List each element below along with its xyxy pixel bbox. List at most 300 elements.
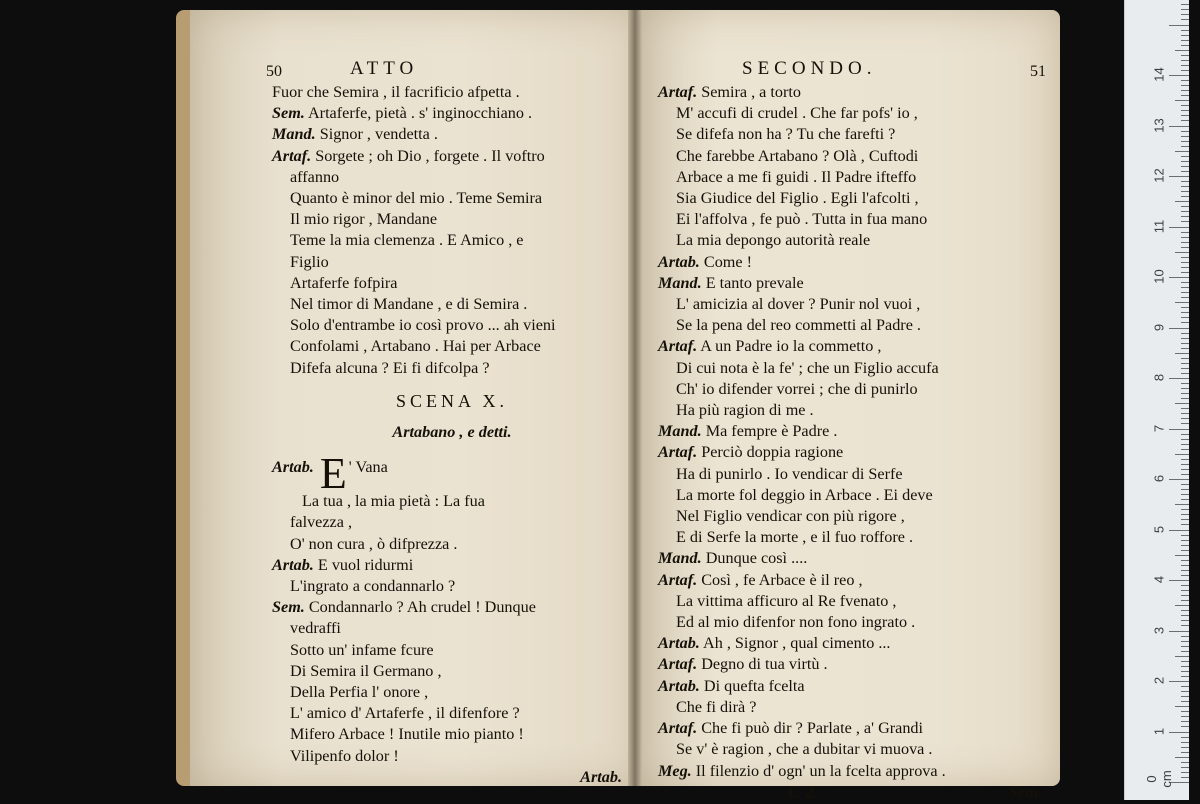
ruler-tick [1169, 378, 1189, 379]
ruler-tick [1181, 439, 1189, 440]
text-line [658, 548, 1052, 569]
text-line [272, 103, 632, 124]
text-line [658, 400, 1052, 421]
text-line [658, 506, 1052, 527]
ruler-tick [1181, 363, 1189, 364]
ruler-number: 14 [1151, 67, 1167, 82]
line-text: Della Perfia l' onore , [290, 683, 429, 702]
line-text: Se la pena del reo commetti al Padre . [676, 316, 921, 335]
text-line [272, 230, 632, 251]
ruler-tick [1175, 252, 1189, 253]
speaker-label: Artaf. [658, 443, 698, 462]
catchword: Artab. [580, 767, 622, 786]
line-text: Dunque così .... [705, 549, 808, 568]
ruler-number: 7 [1151, 424, 1167, 432]
right-page-header [658, 58, 1052, 82]
ruler-tick [1181, 161, 1189, 162]
speaker-label: Artaf. [658, 570, 698, 589]
text-line [658, 273, 1052, 294]
text-line [272, 146, 632, 167]
ruler-tick [1181, 171, 1189, 172]
ruler-tick [1181, 711, 1189, 712]
line-text: Che farebbe Artabano ? Olà , Cuftodi [676, 146, 919, 165]
line-text: Perciò doppia ragione [701, 443, 844, 462]
drop-capital: E [319, 449, 347, 499]
ruler-tick [1169, 277, 1189, 278]
ruler-tick [1181, 65, 1189, 66]
text-line [658, 654, 1052, 675]
ruler-tick [1181, 358, 1189, 359]
ruler-tick [1181, 14, 1189, 15]
ruler-tick [1181, 333, 1189, 334]
ruler-tick [1181, 701, 1189, 702]
ruler-tick [1181, 388, 1189, 389]
line-text: Ch' io difender vorrei ; che di punirlo [676, 379, 918, 398]
ruler-tick [1181, 641, 1189, 642]
ruler-tick [1175, 757, 1189, 758]
line-text: Ei l'affolva , fe può . Tutta in fua mano [676, 210, 928, 229]
text-line [658, 612, 1052, 633]
text-line [272, 576, 632, 597]
line-text: Il filenzio d' ogn' un la fcelta approva . [695, 761, 946, 780]
line-text: Sia Giudice del Figlio . Egli l'afcolti , [676, 189, 919, 208]
text-line [272, 124, 632, 145]
ruler-tick [1181, 691, 1189, 692]
ruler-tick [1181, 671, 1189, 672]
line-text: Ma fempre è Padre . [705, 422, 838, 441]
measuring-ruler [1124, 0, 1189, 800]
ruler-tick [1169, 176, 1189, 177]
line-text: A un Padre io la commetto , [700, 337, 882, 356]
text-line [658, 442, 1052, 463]
text-line [272, 315, 632, 336]
line-text: E di Serfe la morte , e il fuo roffore . [676, 528, 914, 547]
ruler-tick [1181, 80, 1189, 81]
ruler-tick [1181, 418, 1189, 419]
line-text: Artaferfe fofpira [290, 273, 398, 292]
text-line [272, 724, 632, 745]
line-text: Quanto è minor del mio . Teme Semira [290, 189, 543, 208]
ruler-tick [1181, 393, 1189, 394]
ruler-number: 11 [1151, 219, 1167, 233]
ruler-tick [1181, 4, 1189, 5]
ruler-tick [1181, 156, 1189, 157]
ruler-tick [1181, 120, 1189, 121]
ruler-tick [1181, 146, 1189, 147]
left-page-text [266, 58, 632, 788]
text-line [658, 230, 1052, 251]
ruler-number: 12 [1151, 168, 1167, 183]
ruler-tick [1169, 429, 1189, 430]
signature-mark: C 2 [788, 781, 815, 802]
ruler-tick [1181, 752, 1189, 753]
catchword: Sem. [1009, 782, 1042, 801]
ruler-tick [1181, 292, 1189, 293]
ruler-tick [1181, 545, 1189, 546]
text-line [658, 739, 1052, 760]
ruler-tick [1181, 726, 1189, 727]
text-line [272, 273, 632, 294]
ruler-tick [1169, 328, 1189, 329]
speaker-label: Artab. [658, 634, 700, 653]
line-text: falvezza , [290, 513, 352, 532]
ruler-tick [1181, 312, 1189, 313]
speaker-label: Artab. [658, 676, 700, 695]
text-line [272, 640, 632, 661]
ruler-tick [1181, 696, 1189, 697]
line-text: Arbace a me fi guidi . Il Padre ifteffo [676, 167, 917, 186]
text-line [272, 597, 632, 618]
speaker-label: Artaf. [658, 719, 698, 738]
line-text: Ha di punirlo . Io vendicar di Serfe [676, 464, 903, 483]
ruler-tick [1175, 504, 1189, 505]
ruler-tick [1181, 368, 1189, 369]
text-line [658, 358, 1052, 379]
ruler-tick [1181, 136, 1189, 137]
ruler-number: 5 [1151, 525, 1167, 533]
ruler-tick [1175, 50, 1189, 51]
line-text: Sorgete ; oh Dio , forgete . Il voftro [315, 146, 545, 165]
ruler-tick [1181, 247, 1189, 248]
ruler-tick [1181, 232, 1189, 233]
page-footer [658, 782, 1052, 804]
running-title: SECONDO. [742, 58, 877, 79]
ruler-number: 2 [1151, 676, 1167, 685]
open-book [176, 10, 1064, 802]
ruler-tick [1169, 580, 1189, 581]
ruler-tick [1181, 45, 1189, 46]
ruler-tick [1181, 322, 1189, 323]
text-line [658, 146, 1052, 167]
line-text: Come ! [703, 252, 752, 271]
text-line [272, 294, 632, 315]
ruler-tick [1181, 686, 1189, 687]
text-line [658, 676, 1052, 697]
book-gutter [628, 10, 642, 786]
ruler-tick [1181, 716, 1189, 717]
text-line [658, 379, 1052, 400]
ruler-tick [1181, 737, 1189, 738]
ruler-tick [1175, 302, 1189, 303]
ruler-tick [1181, 338, 1189, 339]
ruler-tick [1181, 141, 1189, 142]
text-line [272, 209, 632, 230]
speaker-label: Artaf. [658, 655, 698, 674]
ruler-tick [1181, 19, 1189, 20]
ruler-tick [1181, 408, 1189, 409]
ruler-tick [1181, 459, 1189, 460]
ruler-tick [1181, 620, 1189, 621]
ruler-tick [1181, 70, 1189, 71]
speaker-label: Artab. [658, 252, 700, 271]
ruler-tick [1181, 767, 1189, 768]
speaker-label: Sem. [272, 104, 305, 123]
ruler-tick [1181, 348, 1189, 349]
ruler-tick [1181, 110, 1189, 111]
ruler-tick [1181, 181, 1189, 182]
ruler-tick [1181, 272, 1189, 273]
ruler-tick [1181, 519, 1189, 520]
text-line [658, 527, 1052, 548]
ruler-tick [1181, 535, 1189, 536]
line-text: Che fi può dir ? Parlate , a' Grandi [701, 719, 924, 738]
ruler-tick [1169, 126, 1189, 127]
dropcap-rest: ' Vana [348, 458, 388, 477]
ruler-zero-label: 0 cm [1144, 770, 1174, 788]
ruler-tick [1181, 40, 1189, 41]
speaker-label: Artab. [272, 458, 314, 477]
text-line [272, 534, 632, 555]
line-text: Nel timor di Mandane , e di Semira . [290, 295, 528, 314]
text-line [272, 336, 632, 357]
left-lines-before-scene [272, 82, 632, 379]
ruler-tick [1181, 777, 1189, 778]
text-line [658, 591, 1052, 612]
ruler-number: 1 [1151, 727, 1167, 735]
ruler-tick [1181, 282, 1189, 283]
line-text: Confolami , Artabano . Hai per Arbace [290, 337, 541, 356]
text-line [272, 358, 632, 379]
ruler-tick [1169, 479, 1189, 480]
left-page [176, 10, 642, 786]
text-line [658, 761, 1052, 782]
line-text: affanno [290, 167, 340, 186]
text-line [658, 188, 1052, 209]
line-text: Ha più ragion di me . [676, 401, 814, 420]
text-line [272, 512, 632, 533]
line-text: E vuol ridurmi [317, 555, 414, 574]
line-text: Figlio [290, 252, 329, 271]
ruler-tick [1181, 413, 1189, 414]
scene-persons: Artabano , e detti. [392, 423, 512, 442]
ruler-tick [1181, 762, 1189, 763]
ruler-tick [1181, 676, 1189, 677]
right-page-text [658, 58, 1052, 804]
text-line [658, 421, 1052, 442]
text-line [272, 682, 632, 703]
text-line [658, 167, 1052, 188]
ruler-tick [1175, 100, 1189, 101]
line-text: Nel Figlio vendicar con più rigore , [676, 507, 905, 526]
line-text: Che fi dirà ? [676, 697, 757, 716]
ruler-tick [1169, 75, 1189, 76]
ruler-tick [1181, 423, 1189, 424]
ruler-tick [1181, 772, 1189, 773]
ruler-tick [1181, 524, 1189, 525]
ruler-tick [1181, 565, 1189, 566]
ruler-number: 8 [1151, 373, 1167, 382]
ruler-tick [1175, 555, 1189, 556]
text-line [272, 252, 632, 273]
line-text: Artaferfe, pietà . s' inginocchiano . [307, 104, 533, 123]
text-line [272, 491, 632, 512]
speaker-label: Mand. [658, 273, 702, 292]
speaker-label: Artaf. [272, 146, 312, 165]
line-text: Il mio rigor , Mandane [290, 210, 437, 229]
speaker-label: Mand. [658, 549, 702, 568]
ruler-tick [1169, 25, 1189, 26]
ruler-tick [1181, 444, 1189, 445]
ruler-number: 6 [1151, 474, 1167, 483]
ruler-tick [1175, 656, 1189, 657]
line-text: Fuor che Semira , il facrificio afpetta . [272, 83, 520, 101]
text-line [272, 618, 632, 639]
line-text: Se v' è ragion , che a dubitar vi muova . [676, 740, 933, 759]
ruler-tick [1181, 590, 1189, 591]
ruler-tick [1181, 216, 1189, 217]
ruler-tick [1181, 499, 1189, 500]
ruler-number: 13 [1151, 117, 1167, 133]
line-text: Condannarlo ? Ah crudel ! Dunque [308, 598, 536, 617]
line-text: Teme la mia clemenza . E Amico , e [290, 231, 524, 250]
ruler-tick [1181, 540, 1189, 541]
line-text: Degno di tua virtù . [701, 655, 828, 674]
ruler-tick [1169, 631, 1189, 632]
ruler-tick [1181, 600, 1189, 601]
ruler-tick [1175, 151, 1189, 152]
ruler-tick [1181, 211, 1189, 212]
ruler-tick [1181, 484, 1189, 485]
text-line [658, 697, 1052, 718]
ruler-tick [1181, 610, 1189, 611]
ruler-tick [1181, 343, 1189, 344]
page-number: 51 [1030, 63, 1046, 80]
line-text: La tua , la mia pietà : La fua [302, 492, 485, 511]
ruler-tick [1169, 732, 1189, 733]
text-line [272, 661, 632, 682]
ruler-tick [1181, 317, 1189, 318]
speaker-label: Artaf. [658, 83, 698, 101]
line-text: Ah , Signor , qual cimento ... [703, 634, 891, 653]
ruler-tick [1181, 585, 1189, 586]
ruler-tick [1181, 221, 1189, 222]
line-text: Sotto un' infame fcure [290, 640, 434, 659]
ruler-tick [1181, 9, 1189, 10]
ruler-tick [1181, 721, 1189, 722]
ruler-tick [1181, 35, 1189, 36]
text-line [272, 746, 632, 767]
line-text: L' amico d' Artaferfe , il difenfore ? [290, 704, 520, 723]
line-text: La morte fol deggio in Arbace . Ei deve [676, 485, 933, 504]
ruler-tick [1169, 227, 1189, 228]
text-line [272, 703, 632, 724]
ruler-tick [1181, 494, 1189, 495]
ruler-tick [1181, 55, 1189, 56]
ruler-tick [1181, 191, 1189, 192]
ruler-tick [1181, 398, 1189, 399]
ruler-tick [1175, 605, 1189, 606]
line-text: Di quefta fcelta [703, 676, 805, 695]
ruler-tick [1181, 257, 1189, 258]
ruler-tick [1175, 454, 1189, 455]
ruler-tick [1181, 489, 1189, 490]
ruler-tick [1181, 287, 1189, 288]
ruler-tick [1181, 570, 1189, 571]
right-page [642, 10, 1060, 802]
line-text: Difefa alcuna ? Ei fi difcolpa ? [290, 358, 490, 377]
speaker-label: Artab. [272, 555, 314, 574]
ruler-tick [1181, 60, 1189, 61]
line-text: Di Semira il Germano , [290, 661, 442, 680]
ruler-tick [1181, 30, 1189, 31]
line-text: Semira , a torto [701, 83, 801, 101]
ruler-number: 3 [1151, 626, 1167, 634]
ruler-number: 4 [1151, 575, 1167, 584]
text-line [658, 570, 1052, 591]
ruler-tick [1181, 85, 1189, 86]
ruler-number: 10 [1151, 269, 1167, 284]
line-text: La vittima afficuro al Re fvenato , [676, 591, 897, 610]
ruler-tick [1181, 474, 1189, 475]
left-lines-after-scene [272, 491, 632, 767]
ruler-tick [1169, 681, 1189, 682]
ruler-tick [1175, 706, 1189, 707]
speaker-label: Artaf. [658, 337, 698, 356]
scene-title: SCENA X. [395, 390, 508, 411]
line-text: Se difefa non ha ? Tu che farefti ? [676, 125, 896, 144]
ruler-tick [1181, 661, 1189, 662]
line-text: Ed al mio difenfor non fono ingrato . [676, 613, 916, 632]
ruler-tick [1175, 201, 1189, 202]
text-line [658, 209, 1052, 230]
line-text: L'ingrato a condannarlo ? [290, 577, 456, 596]
text-line [658, 718, 1052, 739]
right-lines [658, 82, 1052, 782]
line-text: O' non cura , ò difprezza . [290, 534, 458, 553]
ruler-tick [1181, 615, 1189, 616]
ruler-tick [1181, 297, 1189, 298]
ruler-tick [1181, 575, 1189, 576]
ruler-tick [1181, 373, 1189, 374]
ruler-tick [1181, 646, 1189, 647]
text-line [658, 103, 1052, 124]
speaker-label: Sem. [272, 598, 305, 617]
ruler-tick [1175, 403, 1189, 404]
page-number: 50 [266, 63, 282, 80]
text-line [272, 82, 632, 103]
text-line [658, 336, 1052, 357]
speaker-label: Mand. [658, 422, 702, 441]
text-line [658, 124, 1052, 145]
ruler-tick [1181, 469, 1189, 470]
ruler-tick [1181, 131, 1189, 132]
speaker-label: Mand. [272, 125, 316, 144]
line-text: Mifero Arbace ! Inutile mio pianto ! [290, 725, 524, 744]
line-text: Di cui nota è la fe' ; che un Figlio accufa [676, 358, 939, 377]
ruler-tick [1175, 353, 1189, 354]
ruler-tick [1181, 206, 1189, 207]
text-line [658, 315, 1052, 336]
line-text: Così , fe Arbace è il reo , [701, 570, 863, 589]
speaker-label: Meg. [658, 761, 692, 780]
ruler-tick [1181, 166, 1189, 167]
ruler-tick [1181, 196, 1189, 197]
text-line [272, 188, 632, 209]
ruler-tick [1181, 267, 1189, 268]
ruler-tick [1181, 449, 1189, 450]
ruler-tick [1181, 636, 1189, 637]
text-line [658, 252, 1052, 273]
ruler-number: 9 [1151, 323, 1167, 331]
text-line [658, 82, 1052, 103]
text-line [658, 294, 1052, 315]
text-line [658, 485, 1052, 506]
line-text: L' amicizia al dover ? Punir nol vuoi , [676, 295, 921, 314]
text-line [658, 633, 1052, 654]
ruler-tick [1181, 262, 1189, 263]
text-line [658, 464, 1052, 485]
ruler-tick [1181, 560, 1189, 561]
